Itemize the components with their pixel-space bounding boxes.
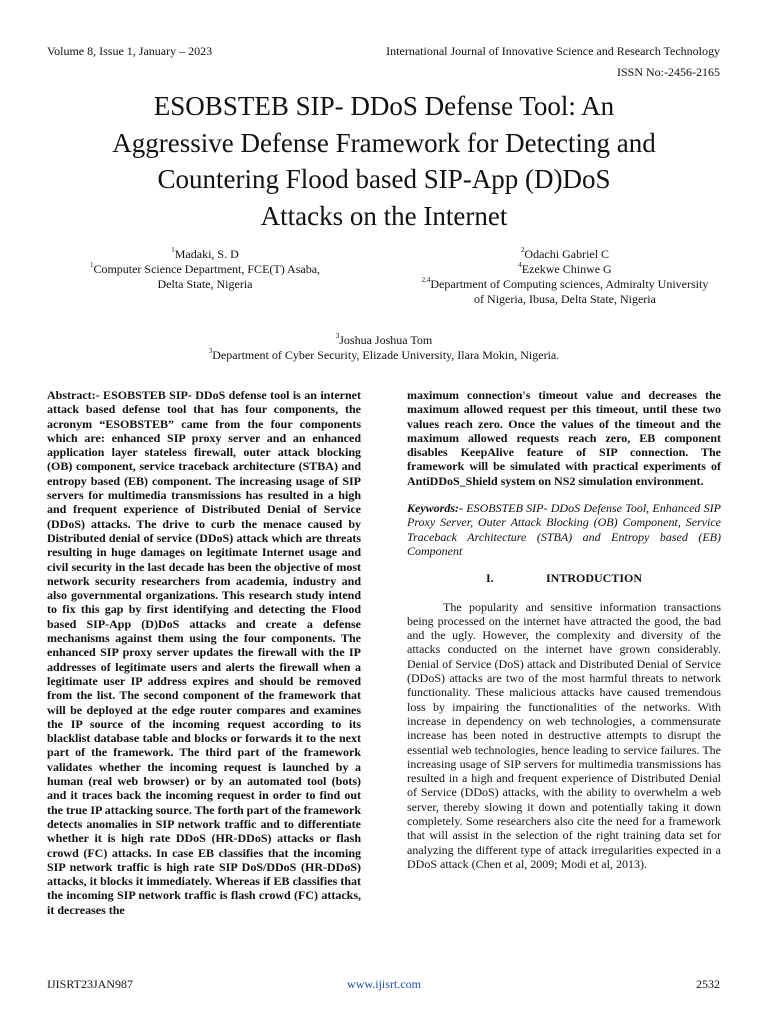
- author-name: $^1$Madaki, S. D: [171, 246, 239, 261]
- author-name: $^4$Ezekwe Chinwe G: [518, 261, 612, 276]
- keywords: [407, 501, 721, 558]
- right-column: [407, 388, 721, 871]
- volume-info: Volume 8, Issue 1, January – 2023: [47, 44, 213, 58]
- author-block-1: [60, 247, 350, 292]
- author-name: $^3$Joshua Joshua Tom: [335, 332, 433, 347]
- keywords-label: Keywords:-: [407, 501, 463, 516]
- left-column: [47, 388, 361, 917]
- author-affiliation: $^{2,4}$Department of Computing sciences, Admiralty University: [421, 276, 709, 291]
- keywords-text: ESOBSTEB SIP- DDoS Defense Tool, Enhanced SIP Proxy Server, Outer Attack Blocking (OB) Component, Service Traceback Architecture (STBA) and Entropy based (EB) Component: [407, 501, 721, 558]
- journal-link[interactable]: www.ijisrt.com: [347, 977, 421, 991]
- author-affiliation-line: Delta State, Nigeria: [157, 277, 253, 291]
- intro-paragraph: The popularity and sensitive information transactions being processed on the internet have attracted the good, the bad and the ugly. However, the complexity and diversity of the attacks conducted on the internet have grown considerably. Denial of Service (DoS) attack and Distributed Denial of Service (DDoS) attacks are two of the most harmful threats to network functionality. These malicious attacks have caused tremendous loss by impairing the functionalities of the networks. With increase in dependency on web technologies, a commensurate increase has been noted in destructive attempts to disrupt the essential web technologies, hence leading to service failures. The increasing usage of SIP servers for multimedia transmissions has resulted in a high and frequent experience of Distributed Denial of Service (DDoS) attacks, with the ability to overwhelm a web server, thereby slowing it down and potentially taking it down completely. Some researchers also cite the need for a framework that will assist in the selection of the right training data set for analyzing the different type of attack irregularities expected in a DDoS attack (Chen et al, 2009; Modi et al, 2013).: [407, 599, 721, 871]
- author-affiliation: $^1$Computer Science Department, FCE(T) Asaba,: [89, 261, 321, 276]
- abstract-continuation: maximum connection's timeout value and decreases the maximum allowed request per this timeout, until these two values reach zero. Once the values of the timeout and the maximum allowed requests reach zero, EB component disables KeepAlive feature of SIP connection. The framework will be simulated with practical experiments of AntiDDoS_Shield system on NS2 simulation environment.: [407, 388, 721, 488]
- paper-id: IJISRT23JAN987: [47, 977, 133, 991]
- author-name: $^2$Odachi Gabriel C: [520, 246, 610, 261]
- title-line: ESOBSTEB SIP- DDoS Defense Tool: An: [153, 91, 615, 121]
- abstract-text: Abstract:- ESOBSTEB SIP- DDoS defense tool is an internet attack based defense tool that has four components, the acronym “ESOBSTEB” came from the four components which are: enhanced SIP proxy server and an enhanced application layer stateless firewall, outer attack blocking (OB) component, service traceback architecture (STBA) and entropy based (EB) component. The increasing usage of SIP servers for multimedia transmissions has resulted in a high and frequent experience of Distributed Denial of Service (DDoS) attacks. The drive to curb the menace caused by Distributed denial of service (DDoS) attack which are threats resulting in huge damages on legitimate Internet usage and civil security in the last decade has been the objective of most network security researchers from academia, industry and also governmental organizations. This research study intend to fix this gap by first identifying and detecting the Flood based SIP-App (D)DoS attacks and create a defense mechanisms against them using the four components. The enhanced SIP proxy server updates the firewall with the IP addresses of legitimate users and alerts the firewall when a legitimate user IP address expires and should be removed from the list. The second component of the framework that will be deployed at the edge router compares and examines the IP source of the incoming request according to its blacklist database table and blocks or forwards it to the next part of the framework. The third part of the framework validates whether the incoming request is launched by a human (real web browser) or by an automated tool (bots) and it traces back the incoming request in order to find out the true IP attacking source. The forth part of the framework detects anomalies in SIP network traffic and to differentiate whether it is high rate DDoS (HR-DDoS) attacks or flash crowd (FC) attacks. In case EB classifies that the incoming SIP network traffic is high rate SIP DoS/DDoS (HR-DDoS) attacks, it blocks it immediately. Whereas if EB classifies that the incoming SIP network traffic is flash crowd (FC) attacks, it decreases the: [47, 388, 361, 917]
- section-number: I.: [485, 571, 494, 586]
- journal-name: International Journal of Innovative Science and Research Technology: [386, 44, 720, 58]
- issn-number: ISSN No:-2456-2165: [616, 65, 720, 79]
- author-block-3: [100, 333, 668, 363]
- author-affiliation: $^3$Department of Cyber Security, Elizade University, Ilara Mokin, Nigeria.: [208, 347, 560, 362]
- title-line: Aggressive Defense Framework for Detecting and: [112, 127, 656, 158]
- author-affiliation-line: of Nigeria, Ibusa, Delta State, Nigeria: [474, 292, 656, 306]
- author-block-2: [395, 247, 735, 307]
- title-line: Attacks on the Internet: [260, 200, 508, 231]
- page-number: 2532: [696, 977, 720, 991]
- section-heading: [407, 571, 721, 585]
- title-line: Countering Flood based SIP-App (D)DoS: [157, 164, 611, 194]
- section-title: INTRODUCTION: [545, 571, 642, 586]
- paper-title: [40, 88, 728, 234]
